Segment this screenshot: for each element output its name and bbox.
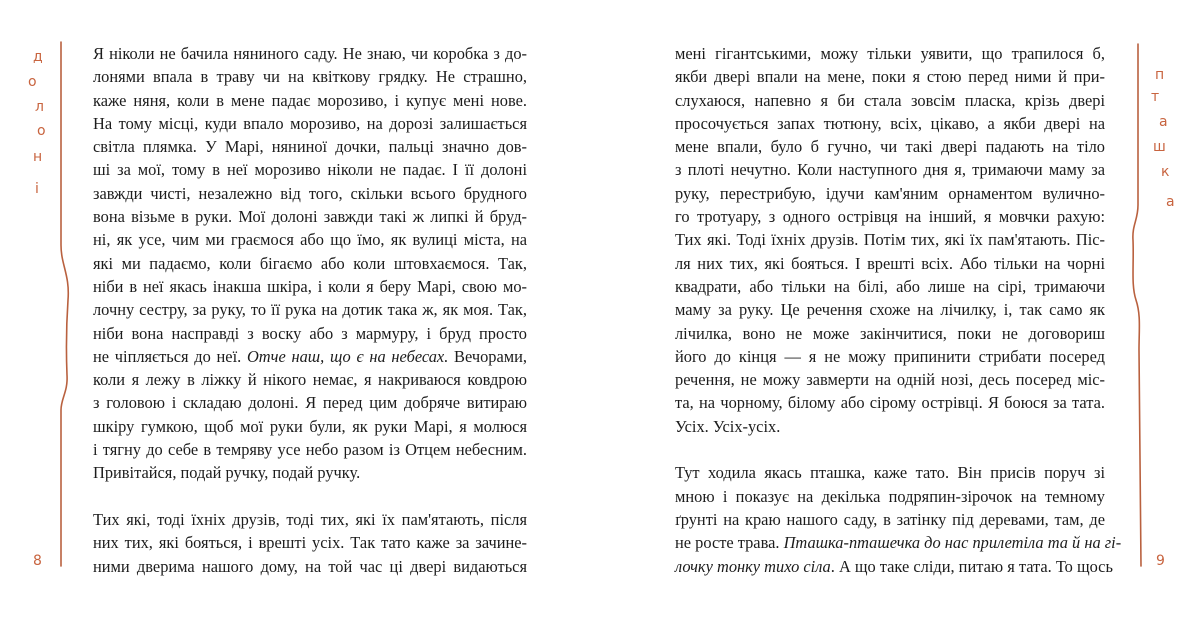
text-run: шкіру гумкою, щоб мої руки були, як руки Марі, я молюся	[93, 416, 527, 436]
vertical-title-letter: н	[33, 149, 43, 165]
vertical-title-letter: а	[1159, 114, 1168, 130]
text-run: коли я лежу в ліжку й нікого немає, я накриваюся ковдрою	[93, 370, 527, 390]
left-page-body	[93, 42, 527, 578]
text-run: них тих, які бояться, і врешті усіх. Так тато каже за зачине-	[93, 533, 527, 553]
text-line	[93, 368, 527, 391]
text-run: ні, як усе, чим ми граємося або що їмо, як вулиці міста, на	[93, 230, 527, 250]
text-run: лічилка, воно не може закінчитися, поки не договориш	[675, 323, 1105, 343]
text-line	[93, 461, 527, 484]
text-line	[93, 205, 527, 228]
text-line	[675, 322, 1105, 345]
text-run: його до кінця — я не можу припинити стрибати посеред	[675, 346, 1105, 366]
vertical-title-letter: к	[1161, 164, 1170, 180]
text-line	[675, 182, 1105, 205]
vertical-title-letter: і	[35, 181, 39, 197]
text-line	[93, 508, 527, 531]
text-line	[93, 112, 527, 135]
paragraph-gap	[93, 485, 527, 508]
text-run: ніби вона насправді з воску або з мармуру, і бруд просто	[93, 323, 527, 343]
right-page	[598, 0, 1197, 619]
text-line	[93, 345, 527, 368]
text-run: мною і показує на декілька подряпин-зірочок на темному	[675, 486, 1105, 506]
italic-quote: лочку тонку тихо сіла	[675, 556, 831, 576]
left-wavy-rule-line	[61, 42, 68, 566]
text-run: Вечорами,	[448, 346, 527, 366]
text-run: Тих які, тоді їхніх друзів, тоді тих, які їх пам'ятають, після	[93, 509, 527, 529]
text-run: мені гігантськими, можу тільки уявити, що трапилося б,	[675, 44, 1105, 63]
text-run: речення, не можу завмерти на одній нозі, десь посеред міс-	[675, 370, 1105, 390]
text-line	[93, 391, 527, 414]
text-run: вона візьме в руки. Мої долоні завжди такі ж липкі й бруд-	[93, 207, 527, 227]
text-run: світла плямка. У Марі, няниної дочки, пальці значно дов-	[93, 137, 527, 157]
text-run: руку, перестрибую, ідучи кам'яним орнаментом вулично-	[675, 183, 1105, 203]
vertical-title-letter: о	[37, 123, 46, 139]
text-line	[675, 345, 1105, 368]
vertical-title-letter: д	[33, 49, 43, 65]
text-line	[93, 158, 527, 181]
text-line	[93, 89, 527, 112]
text-run: ші за мої, тому в неї морозиво ніколи не падає. І її долоні	[93, 160, 527, 180]
text-line	[93, 555, 527, 578]
text-run: і тягну до себе в темряву усе небо разом із Отцем небесним.	[93, 440, 527, 460]
text-line	[93, 135, 527, 158]
text-line	[675, 555, 1113, 578]
text-line	[675, 485, 1105, 508]
text-run: . А що таке сліди, питаю я тата. То щось	[830, 556, 1113, 576]
text-run: просочується запах тютюну, всіх, цікаво, а якби двері на	[675, 113, 1105, 133]
text-run: ля них тих, які бояться. І врешті всіх. Або тільки на чорні	[675, 253, 1105, 273]
text-line	[93, 298, 527, 321]
text-run: Я ніколи не бачила няниного саду. Не знаю, чи коробка з до-	[93, 44, 527, 63]
text-line	[675, 298, 1105, 321]
text-line	[675, 112, 1105, 135]
text-line	[675, 275, 1105, 298]
text-run: лочну сестру, за руку, то її рука на дотик така ж, як моя. Так,	[93, 300, 527, 320]
vertical-title-letter: а	[1166, 194, 1175, 210]
text-line	[675, 42, 1105, 65]
text-line	[675, 368, 1105, 391]
text-run: з плоті нечутно. Коли наступного дня я, тримаючи маму за	[675, 160, 1105, 180]
text-line	[675, 65, 1105, 88]
vertical-title-letter: о	[28, 74, 37, 90]
vertical-title-letter: ш	[1153, 139, 1166, 155]
text-run: Усіх. Усіх-усіх.	[675, 416, 781, 436]
paragraph	[93, 42, 527, 485]
text-run: квадрати, або тільки на білі, або лише на сірі, тримаючи	[675, 276, 1105, 296]
text-line	[675, 252, 1105, 275]
text-line	[93, 275, 527, 298]
paragraph-gap	[675, 438, 1105, 461]
text-line	[675, 205, 1105, 228]
text-line	[675, 89, 1105, 112]
italic-quote: Отче наш, що є на небесах.	[246, 346, 449, 366]
text-line	[93, 531, 527, 554]
italic-quote: Пташка-пташечка до нас прилетіла та й на гі-	[783, 533, 1122, 553]
vertical-title-letter: л	[35, 99, 44, 115]
left-page	[0, 0, 598, 619]
text-line	[675, 415, 1105, 438]
text-run: завжди чисті, незалежно від того, скільки всього брудного	[93, 183, 527, 203]
text-line	[93, 322, 527, 345]
text-run: не чіпляється до неї.	[93, 346, 247, 366]
text-line	[675, 508, 1105, 531]
right-page-body	[675, 42, 1122, 578]
text-run: та, на чорному, білому або сірому острівці. Я боюся за тата.	[675, 393, 1105, 413]
text-run: Тих які. Тоді їхніх друзів. Потім тих, які їх пам'ятають. Піс-	[675, 230, 1105, 250]
text-run: маму за руку. Це речення схоже на лічилку, і, так само як	[675, 300, 1105, 320]
text-line	[93, 182, 527, 205]
text-run: не росте трава.	[675, 533, 784, 553]
text-run: ніби в неї якась інакша шкіра, і коли я беру Марі, свою мо-	[93, 276, 527, 296]
text-line	[93, 228, 527, 251]
right-wavy-rule-line	[1133, 44, 1141, 566]
text-line	[675, 391, 1105, 414]
text-line	[93, 42, 527, 65]
text-line	[675, 228, 1105, 251]
text-line	[93, 252, 527, 275]
text-run: слухаюся, напевно я би стала зовсім пласка, крізь двері	[675, 90, 1105, 110]
text-line	[675, 135, 1105, 158]
vertical-title-letter: т	[1151, 89, 1160, 105]
paragraph	[675, 42, 1105, 438]
text-line	[675, 158, 1105, 181]
paragraph	[93, 508, 527, 578]
text-line	[93, 438, 527, 461]
text-run: з головою і складаю долоні. Я перед цим добряче витираю	[93, 393, 527, 413]
text-line	[93, 415, 527, 438]
vertical-title-letter: п	[1155, 67, 1165, 83]
text-run: ними дверима нашого дому, на той час ці двері видаються	[93, 556, 527, 576]
text-run: каже няня, коли в мене падає морозиво, і купує мені нове.	[93, 90, 527, 110]
text-run: го тротуару, з одного острівця на інший, я мовчки рахую:	[675, 207, 1105, 227]
text-line	[675, 461, 1105, 484]
text-run: лонями впала в траву чи на квіткову грядку. Не страшно,	[93, 67, 527, 87]
text-run: Привітайся, подай ручку, подай ручку.	[93, 463, 361, 483]
right-page-number: 9	[1156, 553, 1165, 569]
text-line	[93, 65, 527, 88]
text-line	[675, 531, 1122, 554]
left-page-number: 8	[33, 553, 42, 569]
text-run: які ми падаємо, коли бігаємо або коли штовхаємося. Так,	[93, 253, 527, 273]
text-run: мене впали, було б гучно, чи такі двері падають на тіло	[675, 137, 1105, 157]
text-run: На тому місці, куди впало морозиво, на дорозі залишається	[93, 113, 527, 133]
text-run: Тут ходила якась пташка, каже тато. Він присів поруч зі	[675, 463, 1105, 483]
paragraph	[675, 461, 1122, 577]
text-run: ґрунті на краю нашого саду, в затінку під деревами, там, де	[675, 509, 1105, 529]
text-run: якби двері впали на мене, поки я стою перед ними й при-	[675, 67, 1105, 87]
